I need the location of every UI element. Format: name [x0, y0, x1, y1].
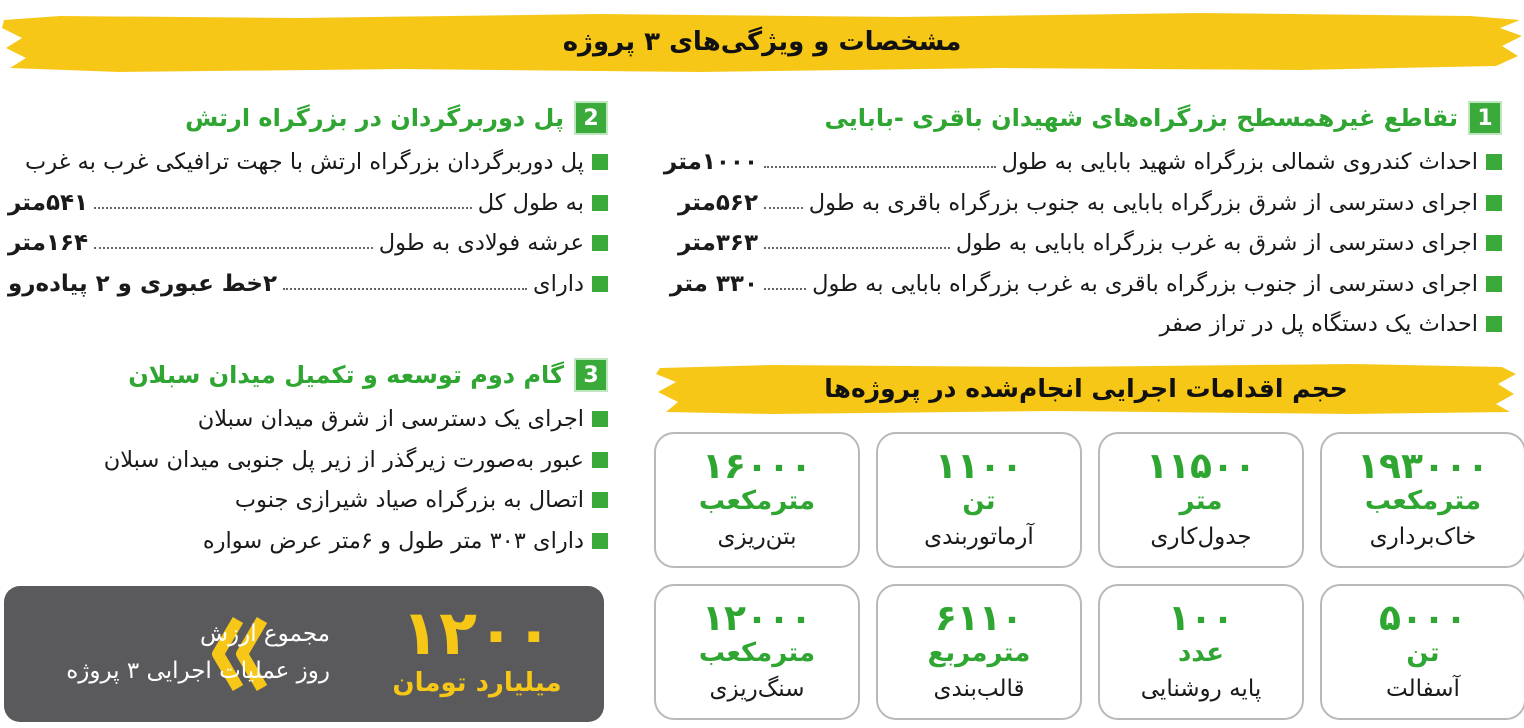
dotted-leader — [764, 288, 806, 290]
item-value: ۱۰۰۰متر — [663, 149, 758, 176]
volume-title: حجم اقدامات اجرایی انجام‌شده در پروژه‌ها — [824, 373, 1348, 403]
total-unit: میلیارد تومان — [392, 668, 562, 698]
stat-value: ۱۱۵۰۰ — [1146, 446, 1256, 487]
item-text: پل دوربرگردان بزرگراه ارتش با جهت ترافیکی غرب به غرب — [25, 149, 584, 176]
stat-label: پایه روشنایی — [1140, 676, 1262, 702]
green-square-icon — [592, 154, 608, 170]
green-square-icon — [592, 452, 608, 468]
stat-card — [654, 584, 860, 720]
list-item — [8, 264, 608, 305]
stat-label: خاک‌برداری — [1369, 524, 1477, 550]
total-description-block — [30, 616, 330, 690]
project-2-items — [8, 142, 608, 304]
total-value-box — [4, 586, 604, 722]
item-text: اجرای دسترسی از شرق بزرگراه بابایی به جنوب بزرگراه باقری به طول — [808, 189, 1478, 216]
list-item — [662, 264, 1502, 305]
stat-value: ۱۹۳۰۰۰ — [1357, 446, 1489, 487]
stat-unit: تن — [1406, 638, 1440, 668]
green-square-icon — [1486, 276, 1502, 292]
item-text: دارای ۳۰۳ متر طول و ۶متر عرض سواره — [202, 527, 584, 554]
dotted-leader — [94, 207, 472, 209]
green-square-icon — [592, 533, 608, 549]
project-2-section — [8, 100, 608, 304]
green-square-icon — [1486, 235, 1502, 251]
stat-value: ۱۱۰۰ — [935, 446, 1023, 487]
item-text: اجرای دسترسی از شرق به غرب بزرگراه بابایی به طول — [955, 230, 1478, 257]
green-square-icon — [1486, 316, 1502, 332]
page-title: مشخصات و ویژگی‌های ۳ پروژه — [562, 27, 962, 57]
green-square-icon — [592, 195, 608, 211]
item-value: ۲خط عبوری و ۲ پیاده‌رو — [8, 270, 278, 297]
item-value: ۳۶۳متر — [677, 230, 758, 257]
item-text: احداث یک دستگاه پل در تراز صفر — [1159, 311, 1478, 338]
list-item — [8, 440, 608, 481]
total-amount — [382, 596, 572, 700]
total-title: مجموع ارزش — [199, 621, 330, 647]
stat-unit: تن — [962, 486, 996, 516]
green-square-icon — [592, 235, 608, 251]
item-value: ۳۳۰ متر — [669, 270, 758, 297]
stat-label: سنگ‌ریزی — [709, 676, 805, 702]
stat-unit: متر — [1179, 486, 1223, 516]
dotted-leader — [764, 166, 996, 168]
list-item — [662, 304, 1502, 345]
list-item — [662, 223, 1502, 264]
item-text: عبور به‌صورت زیرگذر از زیر پل جنوبی میدان سبلان — [103, 446, 584, 473]
stat-label: بتن‌ریزی — [717, 524, 797, 550]
total-description: روز عملیات اجرایی ۳ پروژه — [66, 658, 330, 684]
stat-card — [654, 432, 860, 568]
project-number-badge: 2 — [574, 101, 608, 135]
total-number: ۱۲۰۰ — [401, 596, 553, 669]
item-text: به طول کل — [477, 189, 584, 216]
stat-unit: عدد — [1177, 638, 1225, 668]
green-square-icon — [1486, 154, 1502, 170]
stat-value: ۱۰۰ — [1168, 598, 1234, 639]
green-square-icon — [592, 492, 608, 508]
list-item — [8, 521, 608, 562]
dotted-leader — [94, 247, 373, 249]
list-item — [8, 399, 608, 440]
project-3-items — [8, 399, 608, 561]
project-title: پل دوربرگردان در بزرگراه ارتش — [185, 104, 564, 132]
project-2-header — [8, 100, 608, 136]
project-1-items — [662, 142, 1502, 345]
item-value: ۵۴۱متر — [8, 189, 89, 216]
stat-unit: مترمکعب — [698, 638, 816, 668]
stat-label: آرماتوربندی — [924, 524, 1034, 550]
project-title: تقاطع غیرهمسطح بزرگراه‌های شهیدان باقری -بابایی — [824, 104, 1458, 132]
list-item — [8, 223, 608, 264]
item-text: اتصال به بزرگراه صیاد شیرازی جنوب — [234, 487, 584, 514]
stat-value: ۱۶۰۰۰ — [702, 446, 812, 487]
stat-card — [876, 584, 1082, 720]
item-value: ۵۶۲متر — [677, 189, 758, 216]
item-text: عرشه فولادی به طول — [378, 230, 584, 257]
stat-card — [1320, 584, 1524, 720]
stat-value: ۵۰۰۰ — [1379, 598, 1467, 639]
green-square-icon — [592, 276, 608, 292]
item-text: اجرای یک دسترسی از شرق میدان سبلان — [197, 406, 584, 433]
stat-unit: مترمربع — [927, 638, 1031, 668]
project-1-header — [662, 100, 1502, 136]
dotted-leader — [283, 288, 527, 290]
green-square-icon — [1486, 195, 1502, 211]
stat-label: جدول‌کاری — [1150, 524, 1252, 550]
list-item — [662, 142, 1502, 183]
stat-value: ۱۲۰۰۰ — [702, 598, 812, 639]
project-title: گام دوم توسعه و تکمیل میدان سبلان — [128, 361, 564, 389]
green-square-icon — [592, 411, 608, 427]
list-item — [8, 142, 608, 183]
stat-card — [1320, 432, 1524, 568]
dotted-leader — [764, 247, 950, 249]
stat-label: آسفالت — [1386, 676, 1460, 702]
stat-unit: مترمکعب — [698, 486, 816, 516]
item-text: اجرای دسترسی از جنوب بزرگراه باقری به غرب بزرگراه بابایی به طول — [812, 270, 1478, 297]
stat-value: ۶۱۱۰ — [935, 598, 1023, 639]
stat-card — [1098, 584, 1304, 720]
volume-banner — [652, 356, 1520, 420]
dotted-leader — [764, 207, 803, 209]
project-number-badge: 1 — [1468, 101, 1502, 135]
project-1-section — [662, 100, 1502, 345]
stat-card — [876, 432, 1082, 568]
list-item — [8, 183, 608, 224]
stat-unit: مترمکعب — [1364, 486, 1482, 516]
list-item — [8, 480, 608, 521]
stat-card — [1098, 432, 1304, 568]
project-number-badge: 3 — [574, 358, 608, 392]
project-3-header — [8, 357, 608, 393]
project-3-section — [8, 357, 608, 561]
stat-label: قالب‌بندی — [933, 676, 1025, 702]
item-text: دارای — [533, 270, 584, 297]
item-text: احداث کندروی شمالی بزرگراه شهید بابایی به طول — [1001, 149, 1478, 176]
header-banner — [0, 6, 1524, 78]
list-item — [662, 183, 1502, 224]
item-value: ۱۶۴متر — [8, 230, 89, 257]
